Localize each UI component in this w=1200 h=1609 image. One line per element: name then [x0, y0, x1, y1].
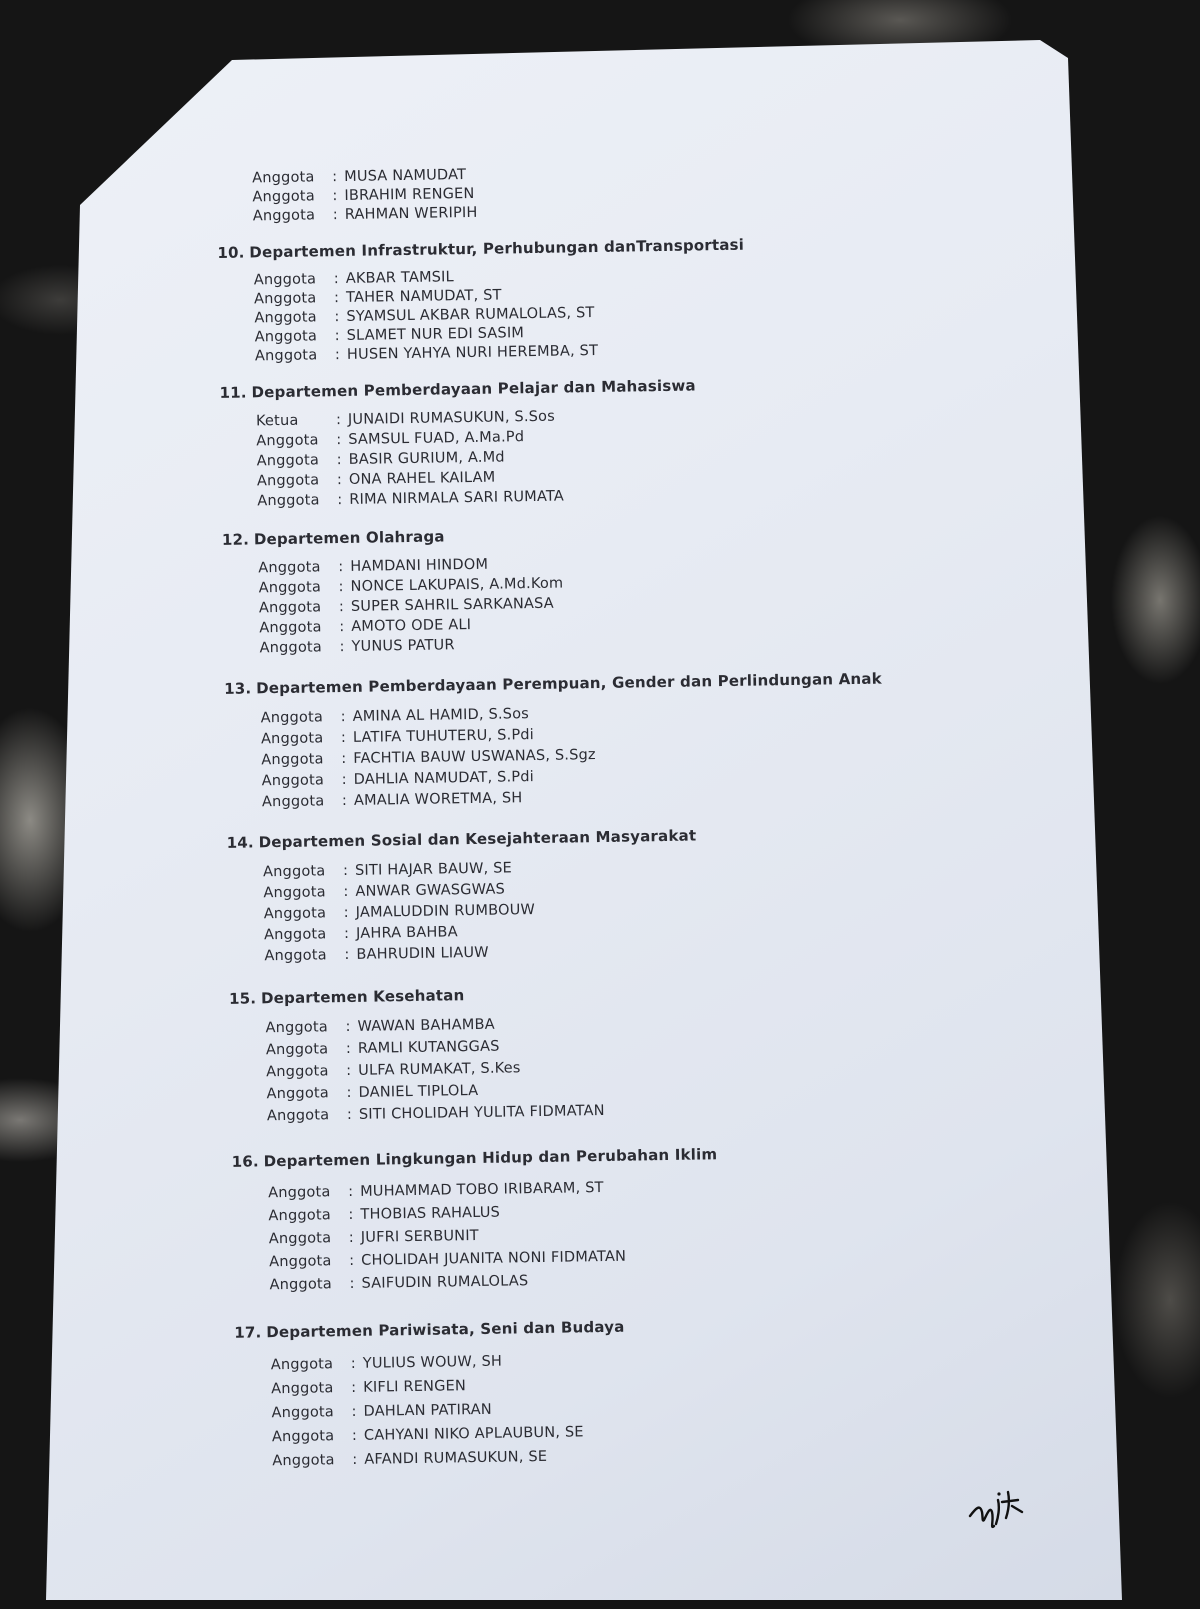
member-name: AFANDI RUMASUKUN, SE [364, 1448, 548, 1468]
member-role: Anggota [261, 772, 325, 790]
member-role: Anggota [271, 1404, 335, 1422]
member-row [254, 269, 454, 288]
member-separator: : [349, 1275, 355, 1292]
member-separator: : [333, 271, 340, 288]
member-name: ANWAR GWASGWAS [355, 881, 506, 900]
member-separator: : [345, 1018, 351, 1036]
member-role: Anggota [263, 905, 327, 923]
member-name: LATIFA TUHUTERU, S.Pdi [352, 727, 535, 746]
member-separator: : [339, 638, 345, 656]
member-name: SAMSUL FUAD, A.Ma.Pd [348, 429, 525, 448]
member-row [254, 287, 502, 307]
member-separator: : [333, 290, 340, 307]
member-role: Anggota [254, 309, 317, 327]
section-number: 15. [228, 989, 257, 1008]
section-title: Departemen Olahraga [253, 527, 445, 549]
member-name: SUPER SAHRIL SARKANASA [350, 595, 554, 615]
member-separator: : [346, 1106, 353, 1124]
member-name: AMALIA WORETMA, SH [353, 790, 523, 809]
member-separator: : [338, 598, 345, 616]
member-role: Anggota [254, 328, 318, 346]
member-separator: : [336, 452, 342, 469]
section-title: Departemen Infrastruktur, Perhubungan danTransportasi [249, 235, 745, 262]
member-separator: : [348, 1183, 354, 1201]
member-row [264, 902, 535, 922]
member-role: Anggota [266, 1063, 329, 1081]
member-role: Anggota [266, 1085, 330, 1103]
section-number: 12. [221, 530, 250, 549]
member-role: Anggota [270, 1356, 334, 1374]
member-row [257, 449, 505, 469]
member-separator: : [351, 1427, 358, 1444]
member-separator: : [351, 1403, 357, 1420]
member-role: Anggota [265, 1041, 329, 1059]
section-heading [229, 986, 465, 1008]
section-heading [224, 670, 882, 698]
member-row [262, 790, 523, 810]
member-separator: : [352, 1451, 358, 1468]
member-role: Anggota [271, 1380, 334, 1398]
member-name: JAMALUDDIN RUMBOUW [355, 902, 536, 921]
member-name: IBRAHIM RENGEN [344, 185, 475, 204]
member-role: Anggota [258, 599, 322, 617]
member-role: Anggota [268, 1230, 332, 1248]
member-separator: : [340, 708, 346, 726]
member-row [261, 747, 596, 768]
member-role: Anggota [269, 1276, 333, 1294]
section-title: Departemen Pemberdayaan Perempuan, Gender dan Perlindungan Anak [256, 669, 882, 698]
member-row [259, 617, 471, 636]
section-heading [222, 527, 445, 548]
member-separator: : [337, 492, 343, 509]
member-separator: : [343, 883, 349, 901]
member-name: SYAMSUL AKBAR RUMALOLAS, ST [346, 305, 595, 325]
member-name: SITI HAJAR BAUW, SE [354, 860, 513, 879]
section-number: 14. [226, 833, 254, 852]
member-separator: : [334, 328, 340, 345]
member-role: Anggota [271, 1428, 335, 1446]
member-row [255, 325, 525, 345]
member-name: JAHRA BAHBA [355, 924, 458, 942]
member-name: AMOTO ODE ALI [351, 617, 472, 635]
member-name: THOBIAS RAHALUS [360, 1204, 501, 1223]
member-name: MUHAMMAD TOBO IRIBARAM, ST [359, 1179, 604, 1200]
member-role: Anggota [265, 1019, 329, 1037]
section-number: 16. [231, 1152, 259, 1171]
member-role: Anggota [266, 1107, 330, 1125]
member-row [265, 1017, 494, 1037]
member-separator: : [349, 1252, 355, 1269]
member-row [263, 882, 505, 902]
member-name: HAMDANI HINDOM [350, 556, 489, 575]
member-row [263, 860, 512, 880]
member-separator: : [351, 1379, 357, 1396]
member-row [261, 727, 534, 747]
member-role: Anggota [268, 1207, 331, 1225]
handwritten-signature-icon [968, 1482, 1038, 1532]
member-separator: : [334, 347, 341, 364]
member-separator: : [342, 862, 349, 880]
member-row [268, 1180, 604, 1201]
member-row [264, 945, 489, 965]
member-row [266, 1060, 521, 1080]
member-name: AMINA AL HAMID, S.Sos [352, 706, 530, 725]
member-role: Anggota [252, 169, 315, 187]
member-role: Anggota [253, 271, 317, 289]
member-separator: : [336, 432, 342, 449]
section-title: Departemen Kesehatan [260, 986, 465, 1008]
member-name: YUNUS PATUR [351, 637, 455, 655]
section-title: Departemen Pariwisata, Seni dan Budaya [266, 1317, 625, 1342]
member-name: DAHLAN PATIRAN [363, 1401, 493, 1420]
member-role: Anggota [261, 793, 325, 811]
member-row [269, 1273, 528, 1293]
section-number: 10. [217, 243, 245, 262]
member-role: Anggota [260, 709, 324, 727]
member-row [256, 409, 555, 430]
member-role: Anggota [262, 863, 326, 881]
member-separator: : [341, 792, 348, 810]
section-heading [234, 1318, 624, 1342]
member-role: Anggota [258, 579, 322, 597]
member-row [257, 489, 564, 510]
member-row [266, 1083, 478, 1102]
member-role: Anggota [264, 947, 327, 965]
member-role: Anggota [256, 472, 320, 490]
member-separator: : [332, 169, 338, 186]
member-row [272, 1424, 584, 1445]
member-row [271, 1354, 503, 1374]
member-separator: : [335, 412, 342, 429]
member-role: Anggota [252, 188, 315, 206]
section-heading [231, 1145, 717, 1171]
member-name: SAIFUDIN RUMALOLAS [361, 1273, 529, 1292]
member-role: Anggota [254, 347, 318, 365]
member-role: Anggota [259, 639, 323, 657]
section-number: 13. [224, 679, 252, 698]
member-separator: : [348, 1229, 355, 1246]
section-title: Departemen Pemberdayaan Pelajar dan Mahasiswa [251, 376, 696, 402]
member-separator: : [343, 925, 350, 943]
section-number: 11. [219, 383, 247, 402]
member-separator: : [341, 771, 347, 789]
member-name: AKBAR TAMSIL [345, 269, 455, 287]
member-name: HUSEN YAHYA NURI HEREMBA, ST [346, 342, 599, 363]
member-row [256, 429, 524, 449]
member-row [268, 1205, 500, 1225]
member-role: Anggota [257, 492, 320, 510]
member-row [272, 1449, 547, 1469]
member-name: SITI CHOLIDAH YULITA FIDMATAN [358, 1102, 605, 1123]
member-separator: : [338, 559, 344, 576]
member-separator: : [343, 904, 349, 922]
member-row [253, 205, 478, 225]
member-row [259, 576, 564, 597]
member-name: WAWAN BAHAMBA [357, 1016, 495, 1035]
member-row [261, 706, 530, 726]
member-separator: : [346, 1084, 352, 1102]
member-name: JUNAIDI RUMASUKUN, S.Sos [347, 408, 556, 428]
member-role: Anggota [263, 884, 326, 902]
member-name: YULIUS WOUW, SH [362, 1353, 503, 1372]
section-heading [219, 376, 695, 401]
section-title: Departemen Sosial dan Kesejahteraan Masyarakat [258, 826, 697, 852]
member-separator: : [344, 946, 350, 964]
member-separator: : [332, 207, 338, 224]
member-role: Anggota [261, 751, 324, 769]
member-separator: : [346, 1062, 352, 1080]
member-name: ULFA RUMAKAT, S.Kes [358, 1060, 521, 1079]
member-role: Anggota [259, 619, 322, 637]
member-role: Anggota [256, 432, 319, 450]
member-row [252, 167, 466, 186]
member-row [255, 343, 598, 364]
member-name: RAHMAN WERIPIH [344, 204, 478, 223]
member-role: Anggota [258, 559, 321, 577]
member-row [262, 769, 534, 789]
member-separator: : [340, 729, 347, 747]
member-name: DAHLIA NAMUDAT, S.Pdi [353, 769, 535, 788]
member-name: CHOLIDAH JUANITA NONI FIDMATAN [361, 1248, 627, 1269]
member-role: Anggota [256, 452, 320, 470]
section-number: 17. [234, 1323, 262, 1342]
member-name: RAMLI KUTANGGAS [357, 1038, 500, 1057]
member-row [252, 186, 474, 205]
section-heading [226, 826, 696, 851]
member-role: Anggota [253, 290, 317, 308]
member-separator: : [336, 472, 343, 489]
member-name: BAHRUDIN LIAUW [356, 944, 489, 963]
member-name: RIMA NIRMALA SARI RUMATA [349, 488, 565, 508]
member-row [267, 1103, 605, 1124]
member-separator: : [350, 1355, 357, 1372]
member-name: JUFRI SERBUNIT [360, 1227, 479, 1246]
member-role: Anggota [252, 207, 316, 225]
member-name: MUSA NAMUDAT [344, 167, 467, 185]
member-separator: : [339, 618, 345, 636]
member-role: Anggota [263, 926, 327, 944]
member-name: TAHER NAMUDAT, ST [345, 287, 502, 306]
member-name: KIFLI RENGEN [363, 1378, 467, 1396]
member-separator: : [341, 750, 347, 768]
member-role: Anggota [269, 1253, 332, 1271]
member-separator: : [334, 309, 340, 326]
member-separator: : [345, 1040, 352, 1058]
member-role: Ketua [255, 412, 299, 430]
member-name: NONCE LAKUPAIS, A.Md.Kom [350, 575, 564, 595]
member-name: CAHYANI NIKO APLAUBUN, SE [363, 1424, 584, 1444]
member-separator: : [348, 1206, 354, 1224]
member-name: ONA RAHEL KAILAM [348, 469, 496, 488]
member-name: BASIR GURIUM, A.Md [348, 449, 505, 468]
member-row [266, 1039, 500, 1059]
member-row [258, 557, 488, 577]
member-row [264, 924, 458, 943]
member-name: DANIEL TIPLOLA [358, 1082, 479, 1101]
member-row [271, 1402, 492, 1421]
section-heading [217, 236, 744, 262]
member-role: Anggota [272, 1452, 335, 1470]
member-role: Anggota [268, 1184, 331, 1202]
member-row [269, 1228, 479, 1247]
member-row [269, 1249, 626, 1271]
member-separator: : [338, 579, 344, 596]
member-row [271, 1378, 466, 1397]
member-row [259, 637, 454, 656]
member-role: Anggota [260, 730, 324, 748]
member-row [257, 470, 496, 490]
member-row [254, 305, 594, 326]
member-row [259, 596, 554, 617]
member-name: SLAMET NUR EDI SASIM [346, 325, 525, 344]
section-title: Departemen Lingkungan Hidup dan Perubahan Iklim [263, 1145, 718, 1171]
member-name: FACHTIA BAUW USWANAS, S.Sgz [353, 747, 596, 767]
member-separator: : [332, 188, 338, 205]
